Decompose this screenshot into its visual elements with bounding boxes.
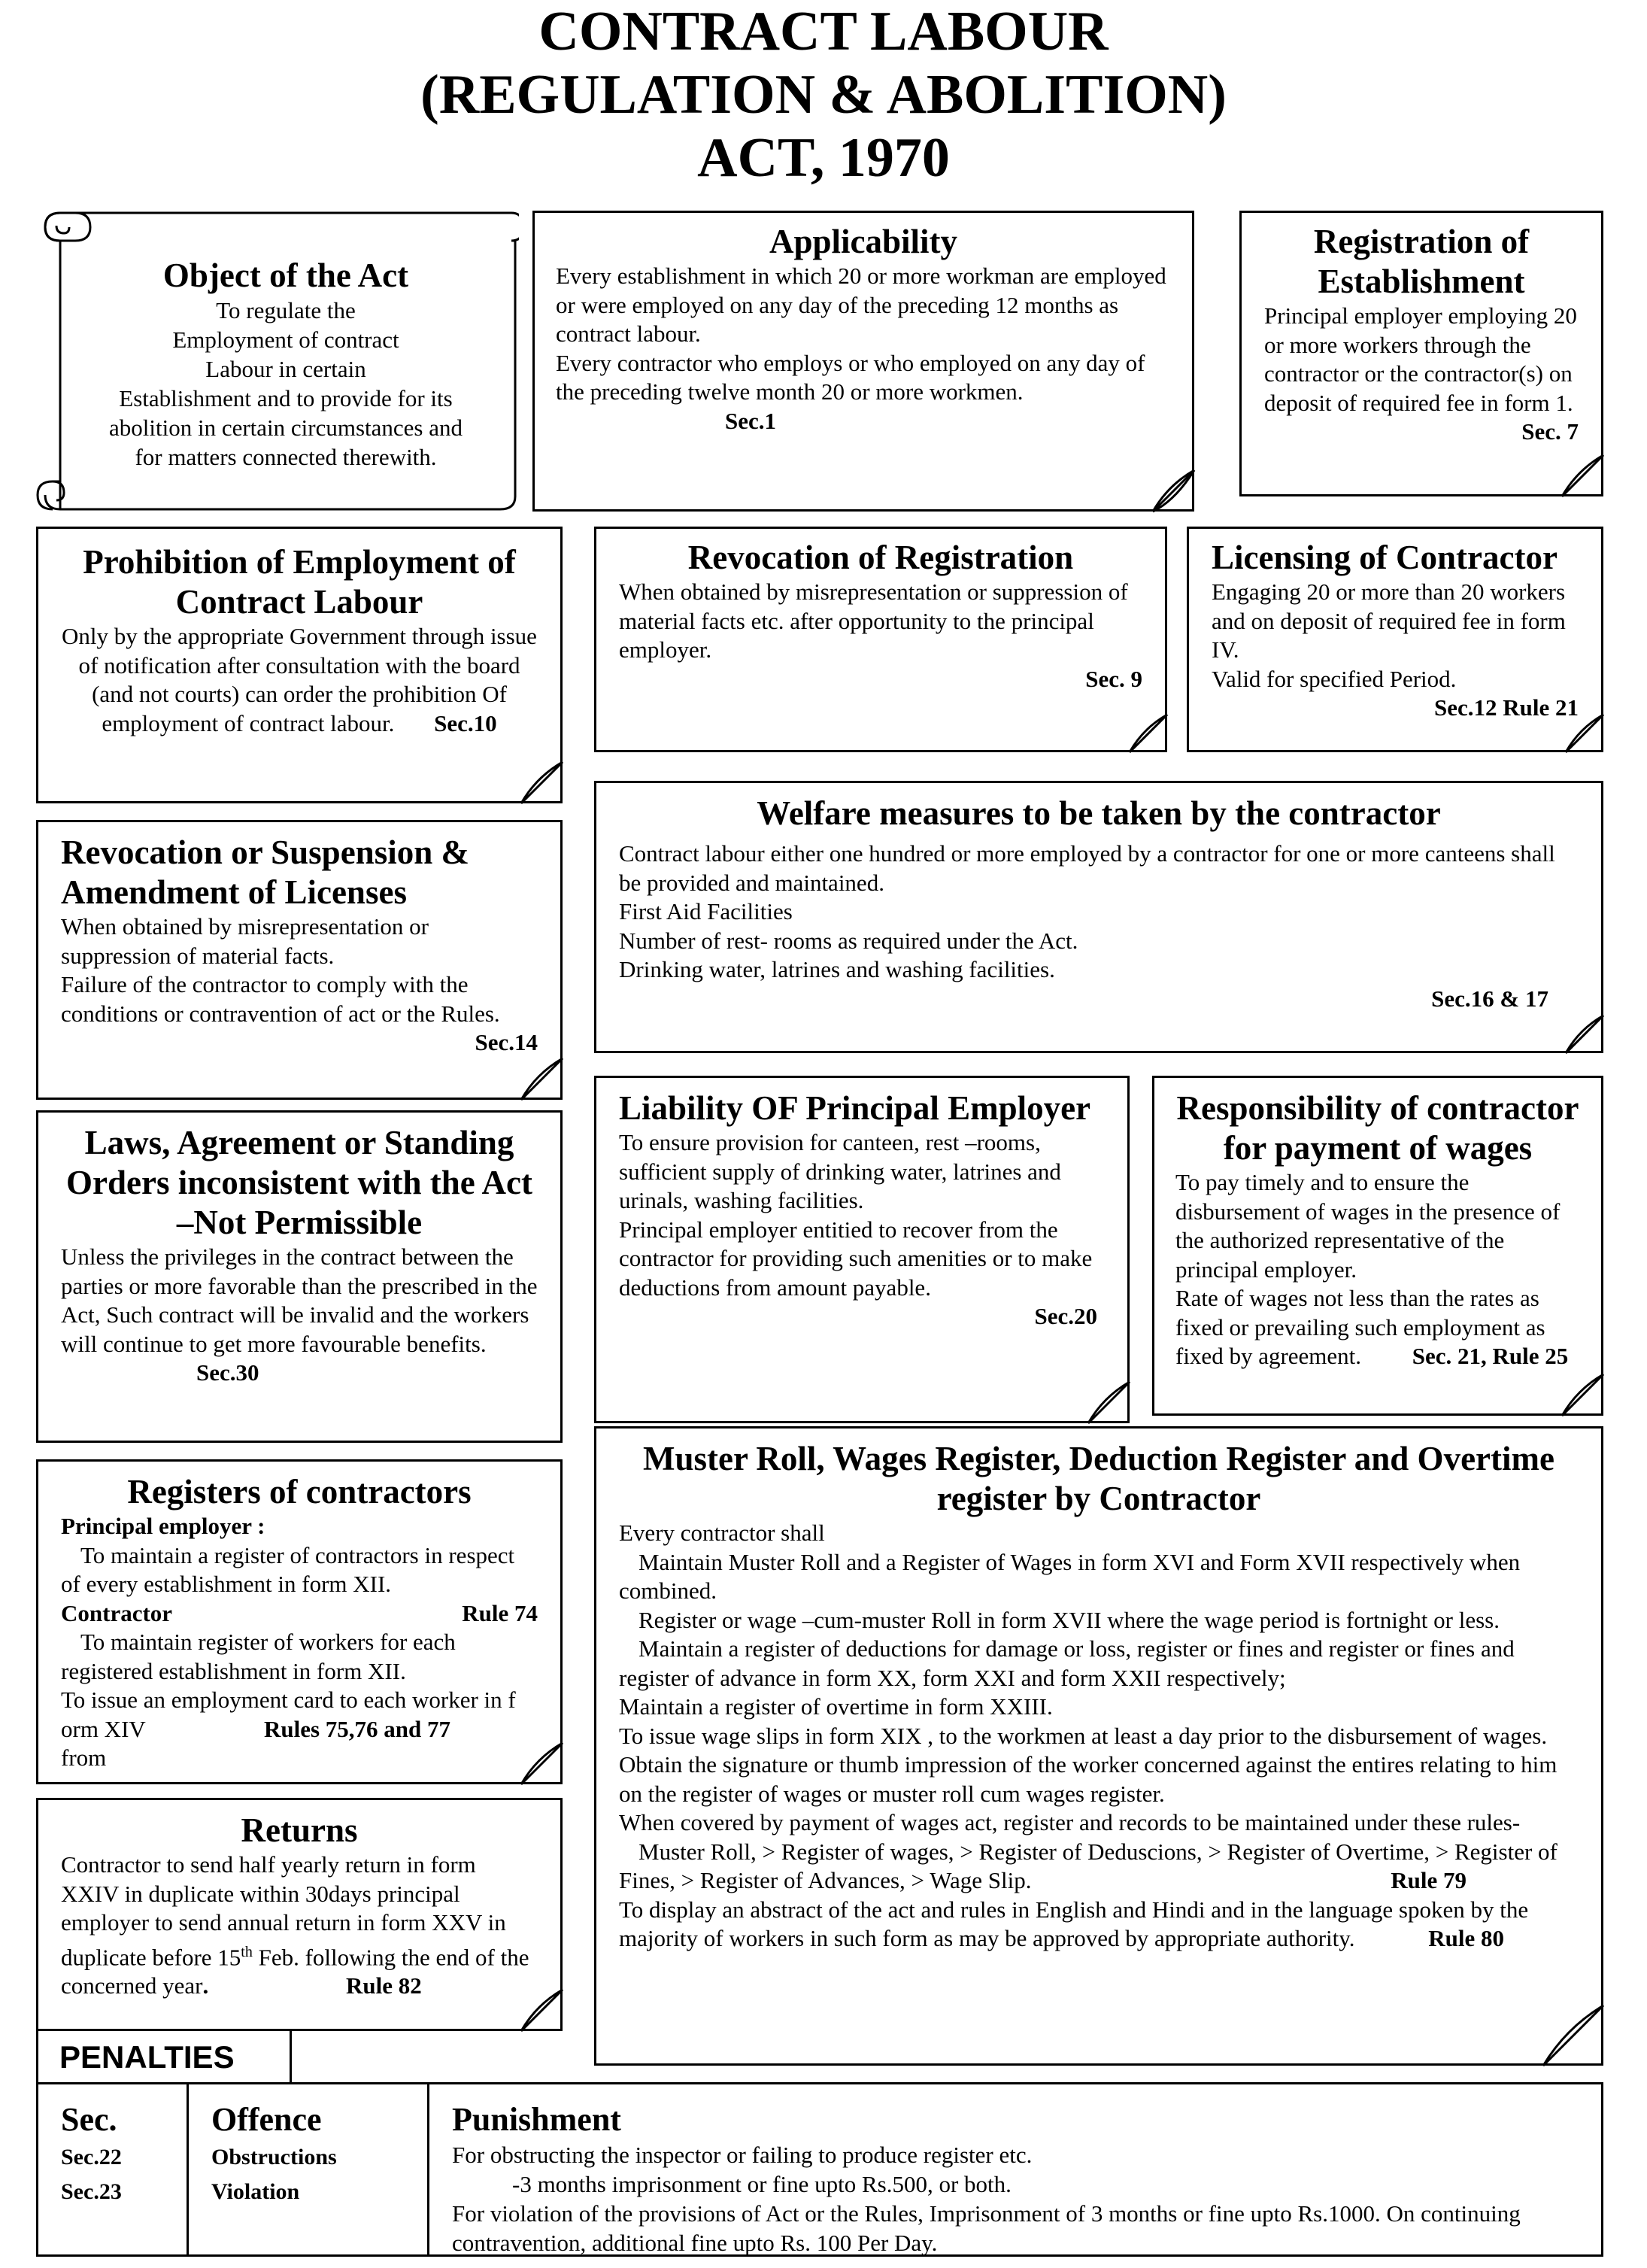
muster-card <box>594 1426 1603 2066</box>
registration-text: Principal employer employing 20 or more workers through the contractor or the contractor(s) on deposit of required fee in form 1. <box>1264 302 1577 416</box>
registers-label: Contractor <box>61 1599 173 1626</box>
rule-ref: Rule 74 <box>462 1599 538 1626</box>
penalty-offence: Violation <box>211 2179 300 2204</box>
registers-label: Principal employer : <box>61 1513 265 1539</box>
licensing-text: Engaging 20 or more than 20 workers and on deposit of required fee in form IV. <box>1212 578 1566 663</box>
registers-body: To issue an employment card to each worker in f orm XIV <box>61 1687 516 1742</box>
laws-body: Unless the privileges in the contract between the parties or more favorable than the prescribed in the Act, Such contract will be invalid and the workers will continue to get more favourable benefits. <box>61 1243 538 1357</box>
object-line: Labour in certain <box>205 356 366 382</box>
responsibility-text <box>1175 1284 1580 1371</box>
object-heading: Object of the Act <box>162 257 409 294</box>
responsibility-body: Rate of wages not less than the rates as fixed or prevailing such employment as fixed by agreement. <box>1175 1285 1545 1369</box>
muster-text: When covered by payment of wages act, register and records to be maintained under these rules- <box>619 1809 1521 1835</box>
muster-heading: Muster Roll, Wages Register, Deduction Register and Overtime register by Contractor <box>643 1440 1554 1517</box>
returns-body: Feb. following the end of the concerned year <box>61 1943 529 1999</box>
revocation-license-card <box>36 820 563 1100</box>
penalty-offence: Obstructions <box>211 2145 337 2169</box>
registration-card <box>1239 211 1603 496</box>
liability-text: To ensure provision for canteen, rest –rooms, sufficient supply of drinking water, latrines and urinals, washing facilities. <box>619 1129 1061 1213</box>
muster-body: To display an abstract of the act and rules in English and Hindi and in the language spoken by the majority of workers in such form as may be approved by appropriate authority. <box>619 1896 1529 1951</box>
punishment-text: For obstructing the inspector or failing to produce register etc. <box>452 2142 1033 2168</box>
muster-text: To issue wage slips in form XIX , to the workmen at least a day prior to the disbursement of wages. <box>619 1722 1548 1749</box>
applicability-card <box>532 211 1194 512</box>
laws-card <box>36 1110 563 1443</box>
section-ref: Sec.20 <box>1034 1303 1097 1329</box>
registers-heading: Registers of contractors <box>127 1473 472 1510</box>
muster-text: Every contractor shall <box>619 1520 825 1546</box>
muster-text: Register or wage –cum-muster Roll in form XVII where the wage period is fortnight or less. <box>638 1606 1500 1633</box>
revocation-registration-card <box>594 527 1167 752</box>
returns-heading: Returns <box>241 1811 358 1849</box>
applicability-text: Every contractor who employs or who employed on any day of the preceding twelve month 20 or more workmen. <box>556 349 1145 405</box>
licensing-text: Valid for specified Period. <box>1212 665 1457 692</box>
penalties-col-punishment <box>429 2084 1601 2254</box>
responsibility-heading: Responsibility of contractor for payment of wages <box>1176 1089 1579 1167</box>
licensing-card <box>1187 527 1603 752</box>
returns-sup: th <box>241 1943 253 1960</box>
registers-text: from <box>61 1744 107 1771</box>
registers-text: To maintain register of workers for each registered establishment in form XII. <box>61 1629 456 1684</box>
penalties-tab <box>36 2031 292 2084</box>
returns-text <box>61 1851 538 2001</box>
muster-text <box>619 1896 1579 1954</box>
rule-ref: Rule 79 <box>1391 1867 1467 1893</box>
muster-text <box>619 1838 1579 1896</box>
liability-text: Principal employer entitied to recover from the contractor for providing such amenities or to make deductions from amount payable. <box>619 1216 1093 1301</box>
col-header: Sec. <box>61 2101 117 2138</box>
liability-card <box>594 1076 1130 1423</box>
laws-heading: Laws, Agreement or Standing Orders inconsistent with the Act –Not Permissible <box>66 1124 532 1241</box>
prohibition-text <box>58 622 541 738</box>
welfare-card <box>594 781 1603 1053</box>
object-line: for matters connected therewith. <box>135 444 437 470</box>
revocation-license-text: When obtained by misrepresentation or suppression of material facts. <box>61 913 429 969</box>
punishment-text: For violation of the provisions of Act or the Rules, Imprisonment of 3 months or fine upto Rs.1000. On continuing contravention, additional fine upto Rs. 100 Per Day. <box>452 2200 1521 2256</box>
registration-heading: Registration of Establishment <box>1313 223 1530 300</box>
title-line-3: ACT, 1970 <box>697 127 950 189</box>
section-ref: Sec.12 Rule 21 <box>1433 694 1579 721</box>
prohibition-card <box>36 527 563 803</box>
responsibility-text: To pay timely and to ensure the disbursement of wages in the presence of the authorized representative of the principal employer. <box>1175 1169 1561 1283</box>
welfare-heading: Welfare measures to be taken by the contractor <box>757 794 1441 832</box>
prohibition-heading: Prohibition of Employment of Contract Labour <box>83 543 516 621</box>
object-card <box>30 211 519 512</box>
prohibition-body: Only by the appropriate Government through issue of notification after consultation with the board (and not courts) can order the prohibition Of employment of contract labour. <box>62 623 537 736</box>
rule-ref: Rule 82 <box>345 1972 422 1999</box>
registers-text <box>61 1686 538 1744</box>
object-line: Employment of contract <box>172 326 399 353</box>
licensing-heading: Licensing of Contractor <box>1212 539 1558 576</box>
penalties-heading: PENALTIES <box>59 2039 235 2075</box>
penalties-col-offence <box>189 2084 429 2254</box>
penalties-col-sec <box>38 2084 189 2254</box>
penalties-table <box>36 2082 1603 2257</box>
registers-text: To maintain a register of contractors in respect of every establishment in form XII. <box>61 1541 515 1597</box>
muster-text: Maintain Muster Roll and a Register of Wages in form XVI and Form XVII respectively when combined. <box>619 1548 1521 1604</box>
title-line-2: (REGULATION & ABOLITION) <box>420 64 1227 126</box>
section-ref: Sec. 9 <box>1085 665 1142 692</box>
muster-text: Obtain the signature or thumb impression of the worker concerned against the entires relating to him on the register of wages or muster roll cum wages register. <box>619 1751 1558 1807</box>
muster-text: Maintain a register of deductions for damage or loss, register or fines and register or fines and register of advance in form XX, form XXI and form XXII respectively; <box>619 1635 1515 1691</box>
returns-dot: . <box>202 1972 209 1999</box>
punishment-text: -3 months imprisonment or fine upto Rs.500, or both. <box>512 2171 1012 2197</box>
object-line: To regulate the <box>216 297 356 323</box>
welfare-text: Number of rest- rooms as required under the Act. <box>619 927 1078 954</box>
section-ref: Sec.30 <box>196 1359 259 1386</box>
muster-body: Muster Roll, > Register of wages, > Register of Deduscions, > Register of Overtime, > Register of Fines, > Register of Advances, > Wage Slip. <box>619 1838 1558 1893</box>
returns-body: Contractor to send half yearly return in form XXIV in duplicate within 30days principal employer to send annual return in form XXV in duplicate before 15 <box>61 1851 506 1970</box>
section-ref: Sec.14 <box>475 1029 538 1055</box>
revocation-registration-text: When obtained by misrepresentation or suppression of material facts etc. after opportunity to the principal employer. <box>619 578 1128 663</box>
welfare-text: Drinking water, latrines and washing facilities. <box>619 956 1055 982</box>
penalty-sec: Sec.23 <box>61 2179 122 2204</box>
object-line: Establishment and to provide for its <box>119 385 453 411</box>
applicability-text: Every establishment in which 20 or more workman are employed or were employed on any day of the preceding 12 months as contract labour. <box>556 263 1166 347</box>
penalty-sec: Sec.22 <box>61 2145 122 2169</box>
applicability-heading: Applicability <box>769 223 958 260</box>
muster-text: Maintain a register of overtime in form XXIII. <box>619 1693 1053 1720</box>
revocation-registration-heading: Revocation of Registration <box>687 539 1074 576</box>
revocation-license-heading: Revocation or Suspension & Amendment of Licenses <box>61 833 469 911</box>
welfare-text: First Aid Facilities <box>619 898 793 925</box>
page-title <box>0 0 1647 190</box>
rule-ref: Rule 80 <box>1428 1925 1505 1951</box>
section-ref: Sec.16 & 17 <box>1431 985 1548 1012</box>
object-line: abolition in certain circumstances and <box>109 414 463 441</box>
section-ref: Sec. 21, Rule 25 <box>1412 1343 1569 1369</box>
section-ref: Sec.10 <box>434 709 497 736</box>
section-ref: Sec. 7 <box>1521 418 1579 445</box>
responsibility-card <box>1152 1076 1603 1416</box>
section-ref: Sec.1 <box>725 407 777 434</box>
laws-text <box>61 1243 538 1388</box>
welfare-text: Contract labour either one hundred or more employed by a contractor for one or more canteens shall be provided and maintained. <box>619 840 1555 896</box>
liability-heading: Liability OF Principal Employer <box>619 1089 1091 1127</box>
rule-ref: Rules 75,76 and 77 <box>263 1715 451 1742</box>
title-line-1: CONTRACT LABOUR <box>538 1 1109 62</box>
col-header: Offence <box>211 2101 322 2138</box>
returns-card <box>36 1798 563 2031</box>
revocation-license-text: Failure of the contractor to comply with the conditions or contravention of act or the Rules. <box>61 971 500 1027</box>
registers-card <box>36 1459 563 1784</box>
col-header: Punishment <box>452 2101 621 2138</box>
